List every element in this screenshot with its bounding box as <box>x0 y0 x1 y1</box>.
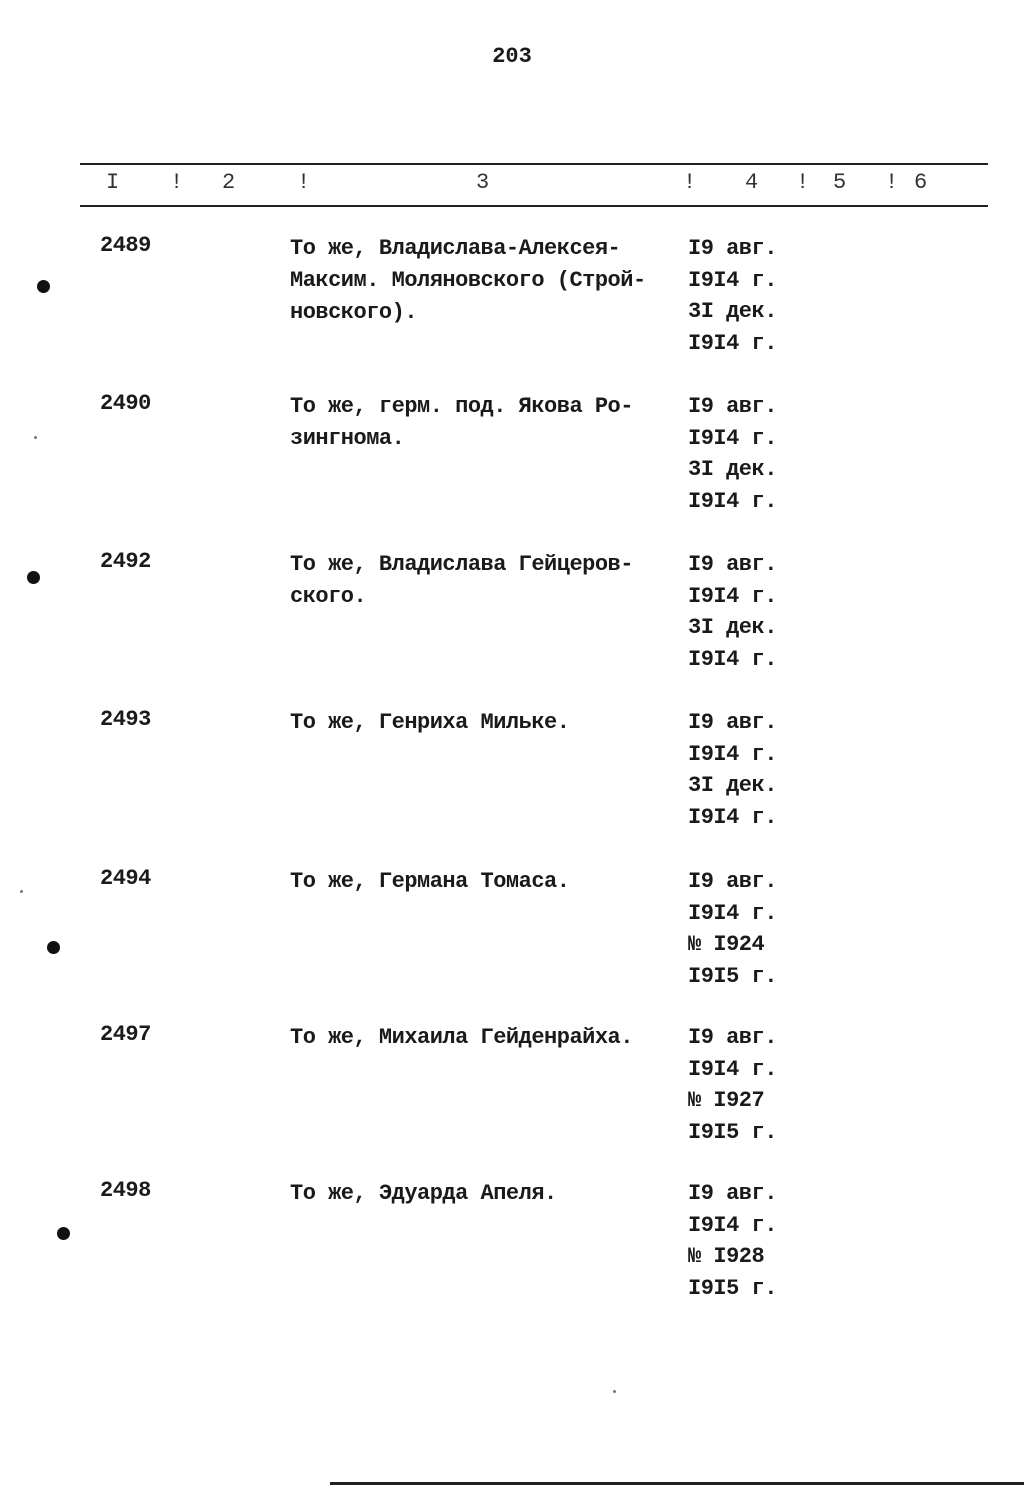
description-line: То же, Владислава Гейцеров- <box>290 552 633 577</box>
entry-number: 2489 <box>100 233 151 258</box>
column-separator-1: ! <box>170 170 184 195</box>
column-header-5: 5 <box>833 170 847 195</box>
column-separator-4: ! <box>796 170 810 195</box>
description-line: То же, Генриха Мильке. <box>290 710 570 735</box>
entry-description <box>290 1178 660 1210</box>
entry-dates <box>688 1178 777 1304</box>
entry-description <box>290 549 660 613</box>
date-line: I9I5 г. <box>688 1119 777 1145</box>
date-line: № I927 <box>688 1088 765 1113</box>
date-line: 3I дек. <box>688 615 777 640</box>
column-header-1: I <box>106 170 120 195</box>
date-line: I9I5 г. <box>688 1275 777 1301</box>
entry-dates <box>688 707 777 833</box>
description-line: То же, герм. под. Якова Ро- <box>290 394 633 419</box>
date-line: I9I4 г. <box>688 1056 777 1082</box>
description-line: То же, Владислава-Алексея- <box>290 236 621 261</box>
page-number: 203 <box>492 44 532 69</box>
date-line: I9I4 г. <box>688 488 777 514</box>
entry-dates <box>688 549 777 675</box>
date-line: I9 авг. <box>688 394 777 419</box>
entry-description <box>290 866 660 898</box>
date-line: I9I4 г. <box>688 741 777 767</box>
date-line: I9 авг. <box>688 236 777 261</box>
date-line: I9I4 г. <box>688 646 777 672</box>
entry-number: 2492 <box>100 549 151 574</box>
column-header-6: 6 <box>914 170 928 195</box>
scan-speck <box>20 890 23 893</box>
header-rule-bottom <box>80 205 988 207</box>
column-separator-3: ! <box>683 170 697 195</box>
entry-dates <box>688 233 777 359</box>
date-line: I9I5 г. <box>688 963 777 989</box>
scan-speck <box>34 436 37 439</box>
description-line: Максим. Моляновского (Строй- <box>290 268 646 293</box>
punch-hole-mark <box>27 571 40 584</box>
date-line: I9 авг. <box>688 1181 777 1206</box>
description-line: То же, Германа Томаса. <box>290 869 570 894</box>
header-rule-top <box>80 163 988 165</box>
date-line: I9I4 г. <box>688 267 777 293</box>
entry-description <box>290 391 660 455</box>
entry-number: 2493 <box>100 707 151 732</box>
date-line: I9 авг. <box>688 869 777 894</box>
column-separator-2: ! <box>297 170 311 195</box>
description-line: То же, Михаила Гейденрайха. <box>290 1025 633 1050</box>
entry-description <box>290 233 660 329</box>
punch-hole-mark <box>57 1227 70 1240</box>
date-line: 3I дек. <box>688 457 777 482</box>
entry-dates <box>688 866 777 992</box>
entry-dates <box>688 1022 777 1148</box>
description-line: ского. <box>290 584 367 609</box>
date-line: I9I4 г. <box>688 330 777 356</box>
entry-description <box>290 707 660 739</box>
date-line: I9I4 г. <box>688 583 777 609</box>
column-header-3: 3 <box>476 170 490 195</box>
date-line: № I924 <box>688 932 765 957</box>
date-line: I9 авг. <box>688 1025 777 1050</box>
date-line: I9 авг. <box>688 552 777 577</box>
description-line: новского). <box>290 300 418 325</box>
date-line: I9 авг. <box>688 710 777 735</box>
entry-dates <box>688 391 777 517</box>
date-line: I9I4 г. <box>688 900 777 926</box>
column-header-2: 2 <box>222 170 236 195</box>
date-line: I9I4 г. <box>688 804 777 830</box>
description-line: То же, Эдуарда Апеля. <box>290 1181 557 1206</box>
column-separator-5: ! <box>885 170 899 195</box>
description-line: зингнома. <box>290 426 405 451</box>
entry-number: 2498 <box>100 1178 151 1203</box>
date-line: № I928 <box>688 1244 765 1269</box>
date-line: I9I4 г. <box>688 1212 777 1238</box>
punch-hole-mark <box>37 280 50 293</box>
entry-description <box>290 1022 660 1054</box>
punch-hole-mark <box>47 941 60 954</box>
date-line: I9I4 г. <box>688 425 777 451</box>
scan-speck <box>613 1390 616 1393</box>
date-line: 3I дек. <box>688 773 777 798</box>
entry-number: 2490 <box>100 391 151 416</box>
entry-number: 2494 <box>100 866 151 891</box>
date-line: 3I дек. <box>688 299 777 324</box>
column-header-4: 4 <box>745 170 759 195</box>
footer-rule <box>330 1482 1024 1485</box>
entry-number: 2497 <box>100 1022 151 1047</box>
